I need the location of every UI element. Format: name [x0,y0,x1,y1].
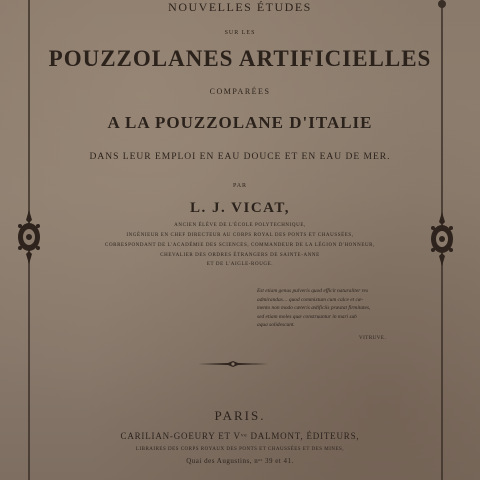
book-title: POUZZOLANES ARTIFICIELLES [48,46,432,71]
epigraph-line: aqua solidescunt. [257,322,295,328]
epigraph [257,287,407,341]
series-heading: NOUVELLES ÉTUDES [168,0,312,14]
epigraph-line: mento non modo cæteris ædificiis præstat firmitates, [257,305,371,311]
epigraph-line: admirandas… quod commixtum cum calce et cæ- [257,296,364,303]
epigraph-line: Est etiam genus pulveris quod efficit naturaliter res [257,288,369,294]
author-credential: ET DE L'AIGLE-ROUGE. [206,262,274,267]
comparees-label: COMPARÉES [209,87,271,96]
par-label: PAR [232,183,248,189]
book-subtitle: A LA POUZZOLANE D'ITALIE [107,113,373,132]
author-name: L. J. VICAT, [189,200,291,216]
author-credential: ANCIEN ÉLÈVE DE L'ÉCOLE POLYTECHNIQUE, [174,223,306,228]
epigraph-line: sed etiam moles quæ construuntur in mari sub [257,313,357,320]
divider-ornament [198,359,268,369]
imprint-publisher: CARILIAN-GOEURY ET Vᵛᵉ DALMONT, ÉDITEURS, [120,431,360,441]
imprint-address: Quai des Augustins, nᵒˢ 39 et 41. [186,457,294,465]
author-credential: INGÉNIEUR EN CHEF DIRECTEUR AU CORPS ROYAL DES PONTS ET CHAUSSÉES, [126,233,354,238]
usage-line: DANS LEUR EMPLOI EN EAU DOUCE ET EN EAU DE MER. [89,152,391,162]
epigraph-signature: VITRUVE. [359,336,387,341]
author-credential: CORRESPONDANT DE L'ACADÉMIE DES SCIENCES, COMMANDEUR DE LA LÉGION D'HONNEUR, [105,243,375,248]
sur-les-label: SUR LES [224,30,256,36]
author-credential: CHEVALIER DES ORDRES ÉTRANGERS DE SAINTE-ANNE [160,253,320,258]
imprint-city: PARIS. [214,408,266,423]
imprint-libraires: LIBRAIRES DES CORPS ROYAUX DES PONTS ET CHAUSSÉES ET DES MINES, [135,447,345,452]
